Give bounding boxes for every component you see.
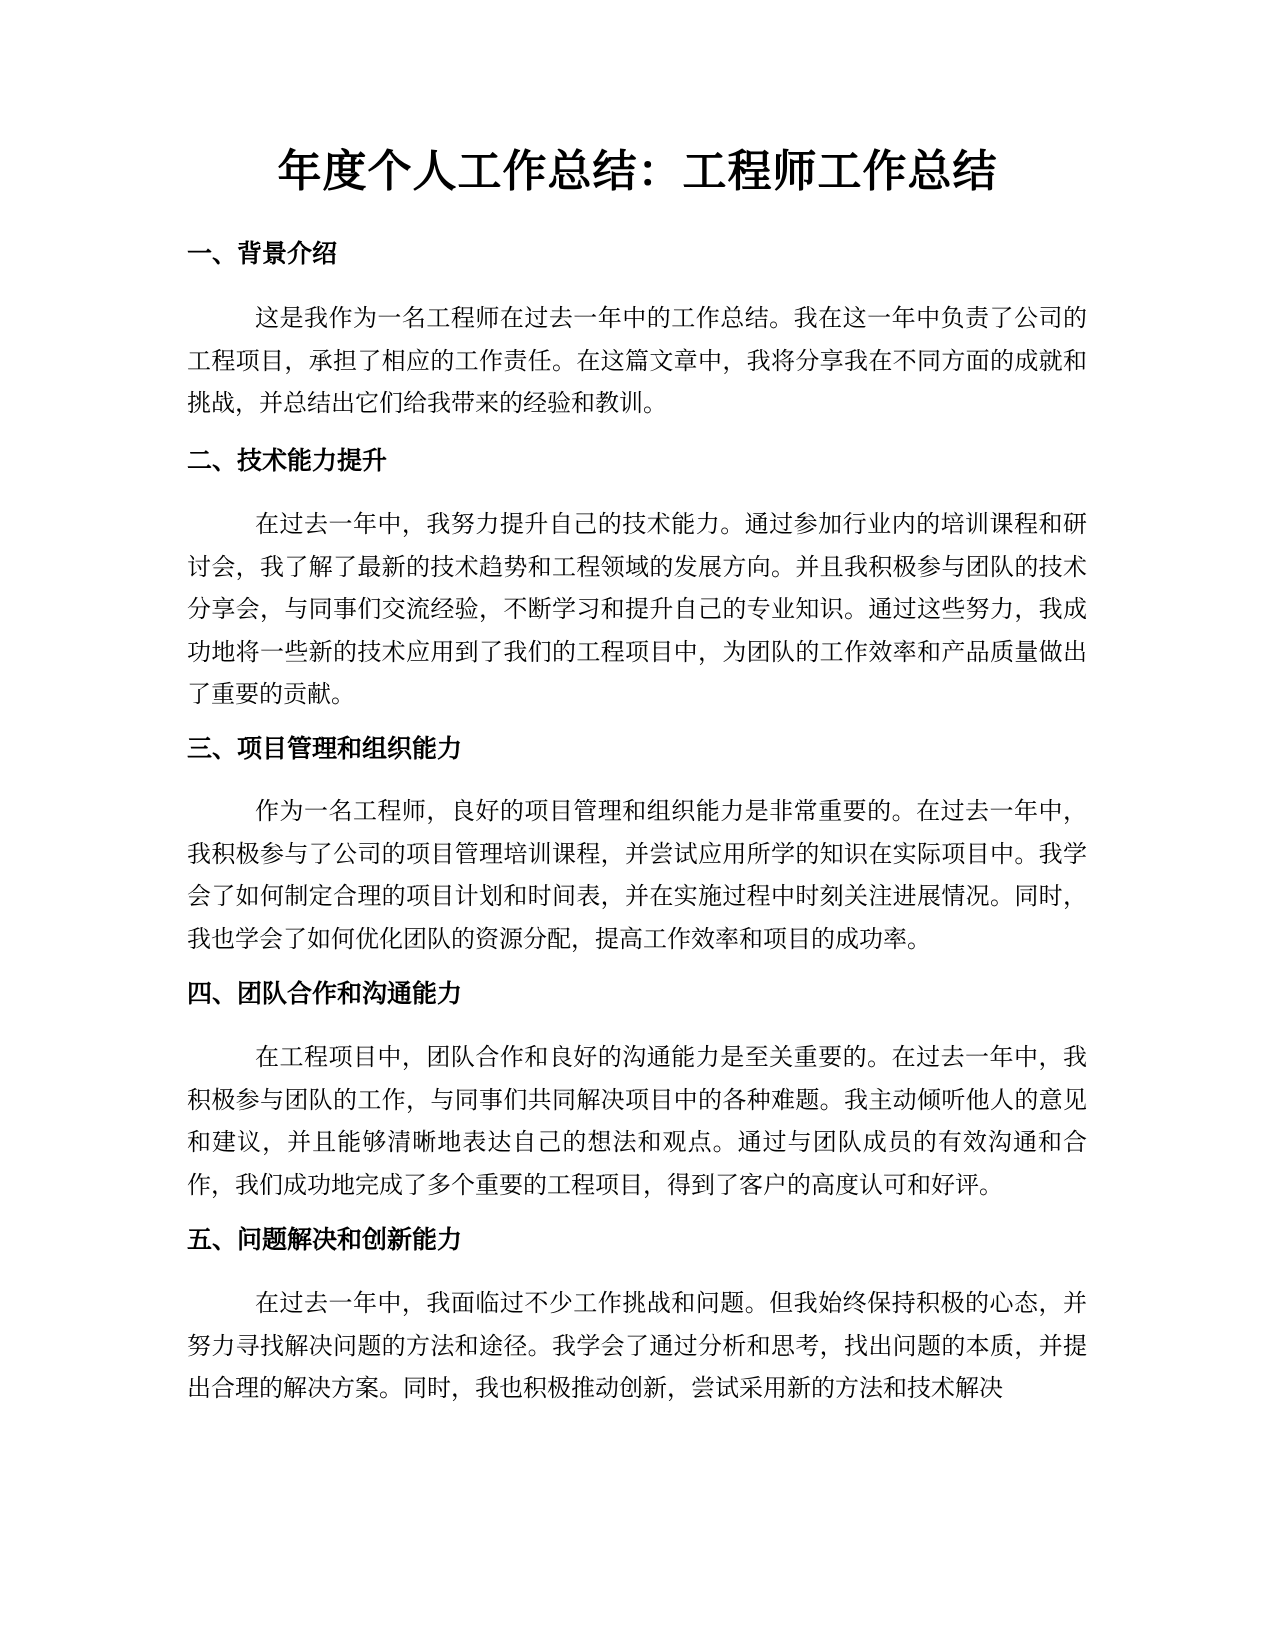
section-paragraph-project-management: 作为一名工程师，良好的项目管理和组织能力是非常重要的。在过去一年中，我积极参与了公司的项目管理培训课程，并尝试应用所学的知识在实际项目中。我学会了如何制定合理的项目计划和时间表，并在实施过程中时刻关注进展情况。同时，我也学会了如何优化团队的资源分配，提高工作效率和项目的成功率。 — [187, 797, 1087, 953]
section-heading-problem-solving: 五、问题解决和创新能力 — [187, 1225, 463, 1254]
section-heading-project-management: 三、项目管理和组织能力 — [187, 734, 463, 763]
section-heading-technical-skills: 二、技术能力提升 — [187, 446, 388, 475]
section-paragraph-teamwork: 在工程项目中，团队合作和良好的沟通能力是至关重要的。在过去一年中，我积极参与团队的工作，与同事们共同解决项目中的各种难题。我主动倾听他人的意见和建议，并且能够清晰地表达自己的想法和观点。通过与团队成员的有效沟通和合作，我们成功地完成了多个重要的工程项目，得到了客户的高度认可和好评。 — [187, 1043, 1087, 1199]
section-paragraph-background: 这是我作为一名工程师在过去一年中的工作总结。我在这一年中负责了公司的工程项目，承担了相应的工作责任。在这篇文章中，我将分享我在不同方面的成就和挑战，并总结出它们给我带来的经验和教训。 — [187, 304, 1087, 417]
section-heading-background: 一、背景介绍 — [187, 239, 338, 268]
document-title: 年度个人工作总结：工程师工作总结 — [277, 146, 998, 197]
section-paragraph-technical-skills: 在过去一年中，我努力提升自己的技术能力。通过参加行业内的培训课程和研讨会，我了解了最新的技术趋势和工程领域的发展方向。并且我积极参与团队的技术分享会，与同事们交流经验，不断学习和提升自己的专业知识。通过这些努力，我成功地将一些新的技术应用到了我们的工程项目中，为团队的工作效率和产品质量做出了重要的贡献。 — [187, 510, 1087, 708]
section-heading-teamwork: 四、团队合作和沟通能力 — [187, 979, 463, 1008]
section-paragraph-problem-solving: 在过去一年中，我面临过不少工作挑战和问题。但我始终保持积极的心态，并努力寻找解决问题的方法和途径。我学会了通过分析和思考，找出问题的本质，并提出合理的解决方案。同时，我也积极推动创新，尝试采用新的方法和技术解决 — [187, 1289, 1087, 1402]
